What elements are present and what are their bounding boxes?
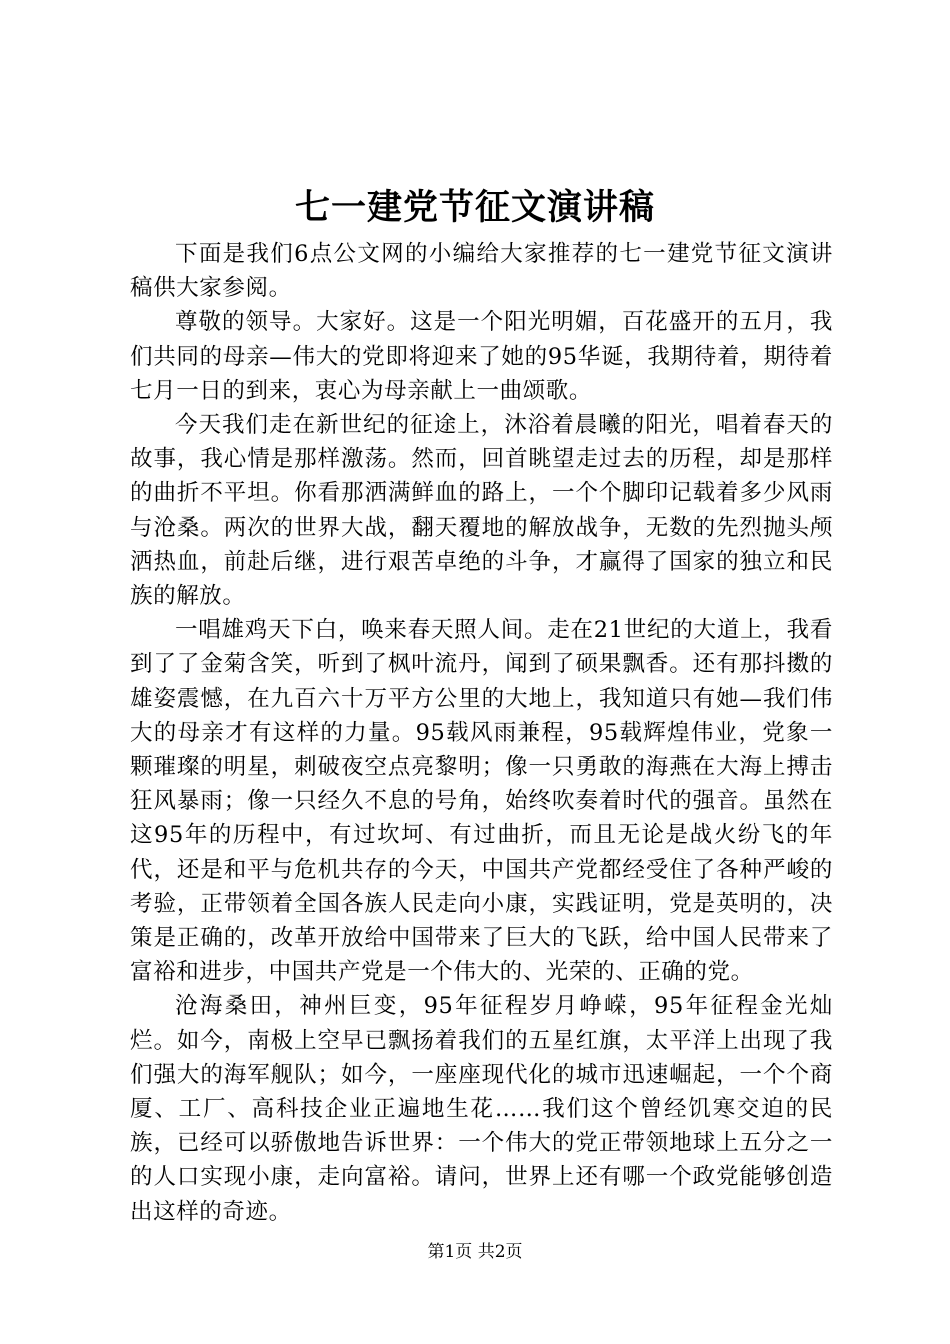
document-body [130, 237, 833, 1229]
paragraph-intro: 下面是我们6点公文网的小编给大家推荐的七一建党节征文演讲稿供大家参阅。 [130, 241, 833, 302]
page-footer: 第1页 共2页 [427, 1242, 523, 1262]
document-title: 七一建党节征文演讲稿 [294, 187, 655, 228]
paragraph-journey: 今天我们走在新世纪的征途上，沐浴着晨曦的阳光，唱着春天的故事，我心情是那样激荡。然而，回首眺望走过去的历程，却是那样的曲折不平坦。你看那洒满鲜血的路上，一个个脚印记载着多少风雨与沧桑。两次的世界大战，翻天覆地的解放战争，无数的先烈抛头颅洒热血，前赴后继，进行艰苦卓绝的斗争，才赢得了国家的独立和民族的解放。 [130, 412, 833, 610]
paragraph-achievements: 一唱雄鸡天下白，唤来春天照人间。走在21世纪的大道上，我看到了了金菊含笑，听到了枫叶流丹，闻到了硕果飘香。还有那抖擞的雄姿震憾，在九百六十万平方公里的大地上，我知道只有她—我们伟大的母亲才有这样的力量。95载风雨兼程，95载辉煌伟业，党象一颗璀璨的明星，刺破夜空点亮黎明；像一只勇敢的海燕在大海上搏击狂风暴雨；像一只经久不息的号角，始终吹奏着时代的强音。虽然在这95年的历程中，有过坎坷、有过曲折，而且无论是战火纷飞的年代，还是和平与危机共存的今天，中国共产党都经受住了各种严峻的考验，正带领着全国各族人民走向小康，实践证明，党是英明的，决策是正确的，改革开放给中国带来了巨大的飞跃，给中国人民带来了富裕和进步，中国共产党是一个伟大的、光荣的、正确的党。 [130, 617, 833, 986]
paragraph-greeting: 尊敬的领导。大家好。这是一个阳光明媚，百花盛开的五月，我们共同的母亲—伟大的党即将迎来了她的95华诞，我期待着，期待着七月一日的到来，衷心为母亲献上一曲颂歌。 [130, 309, 833, 404]
paragraph-changes: 沧海桑田，神州巨变，95年征程岁月峥嵘，95年征程金光灿烂。如今，南极上空早已飘扬着我们的五星红旗，太平洋上出现了我们强大的海军舰队；如今，一座座现代化的城市迅速崛起，一个个商厦、工厂、高科技企业正遍地生花……我们这个曾经饥寒交迫的民族，已经可以骄傲地告诉世界：一个伟大的党正带领地球上五分之一的人口实现小康，走向富裕。请问，世界上还有哪一个政党能够创造出这样的奇迹。 [130, 993, 833, 1225]
